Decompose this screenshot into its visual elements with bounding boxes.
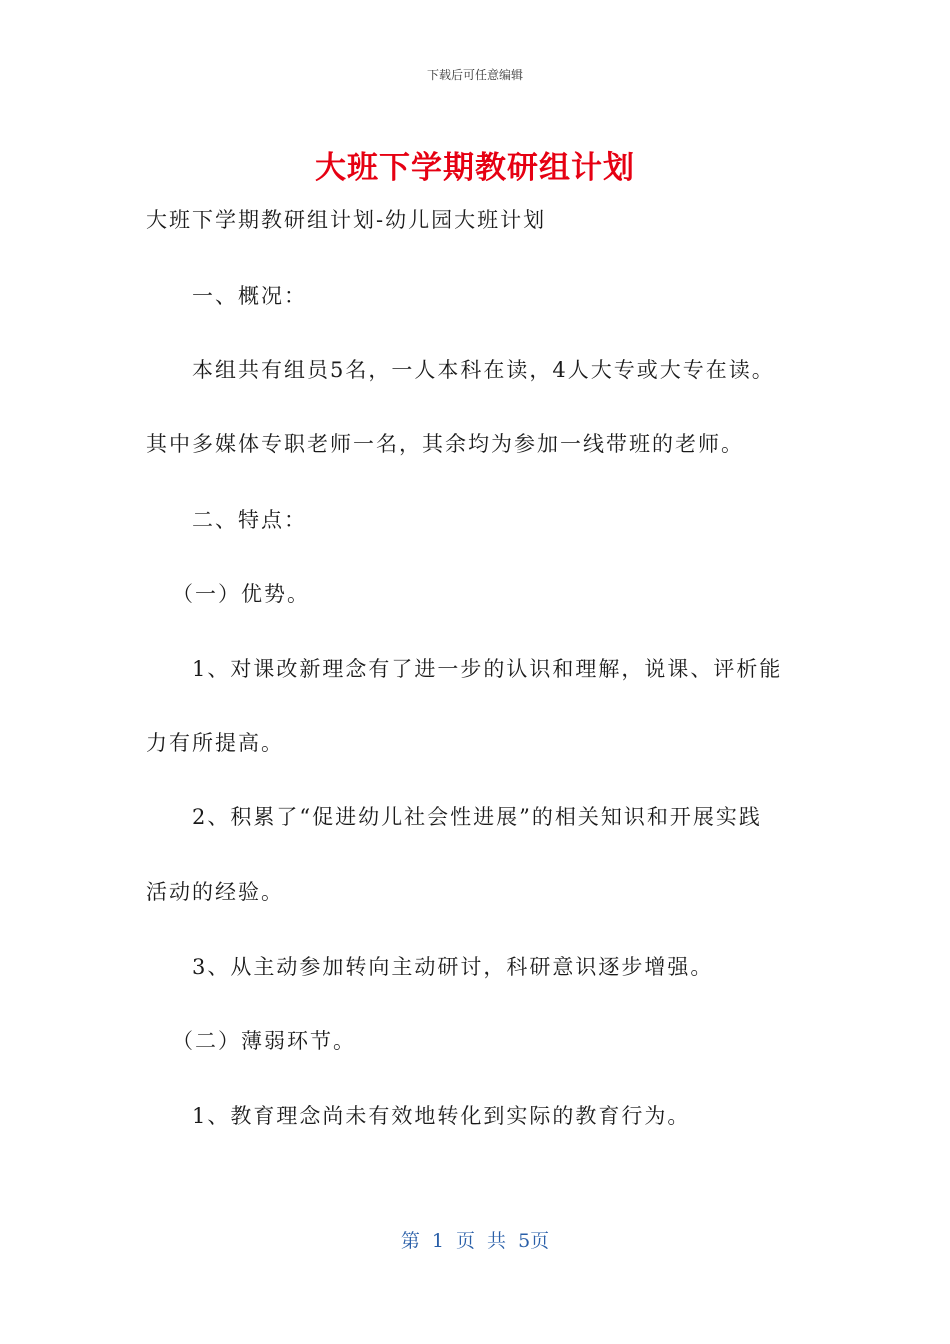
section-heading-overview: 一、概况： [192,284,307,308]
section-heading-features: 二、特点： [192,508,307,532]
paragraph-line: 3、从主动参加转向主动研讨，科研意识逐步增强。 [192,955,714,979]
header-note: 下载后可任意编辑 [426,68,523,82]
document-subtitle: 大班下学期教研组计划-幼儿园大班计划 [146,208,547,232]
subsection-heading-strengths: （一）优势。 [172,582,310,606]
document-title: 大班下学期教研组计划 [315,150,635,186]
paragraph-line: 2、积累了“促进幼儿社会性进展”的相关知识和开展实践 [192,805,762,829]
paragraph-line: 其中多媒体专职老师一名，其余均为参加一线带班的老师。 [146,432,744,456]
paragraph-line: 活动的经验。 [146,880,284,904]
paragraph-line: 本组共有组员5名，一人本科在读，4人大专或大专在读。 [192,358,775,382]
paragraph-line: 1、对课改新理念有了进一步的认识和理解，说课、评析能 [192,657,783,681]
paragraph-line: 1、教育理念尚未有效地转化到实际的教育行为。 [192,1104,691,1128]
paragraph-line: 力有所提高。 [146,731,284,755]
page-number-footer: 第 1 页 共 5页 [400,1230,550,1252]
subsection-heading-weaknesses: （二）薄弱环节。 [172,1029,356,1053]
